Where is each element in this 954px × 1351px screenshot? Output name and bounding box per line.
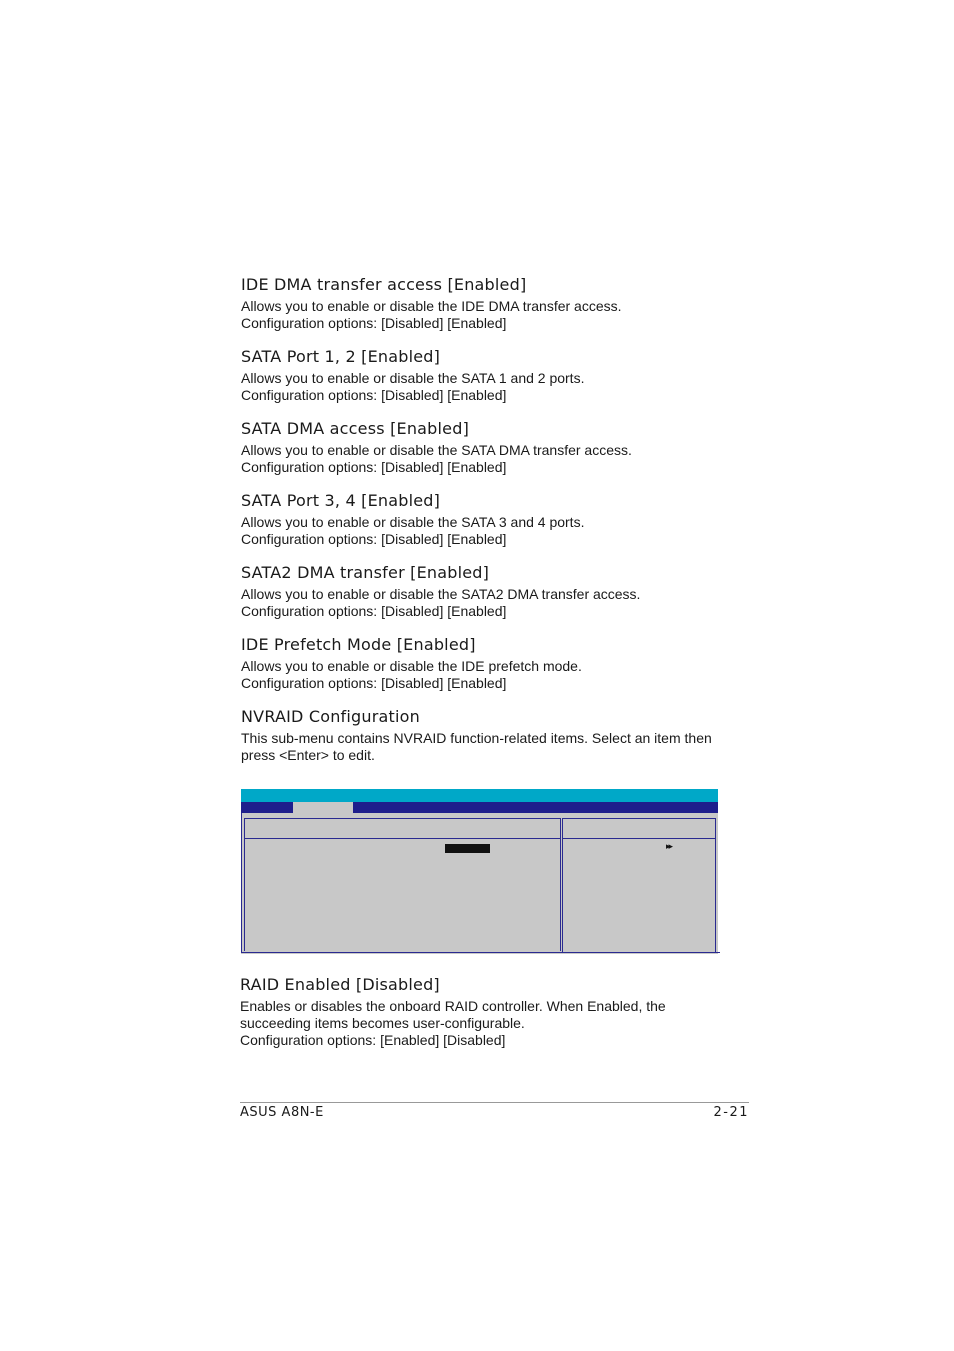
section-title: SATA DMA access [Enabled] [241,419,470,438]
body-line: press <Enter> to edit. [241,747,375,763]
config-options: Configuration options: [Disabled] [Enabled] [241,315,507,331]
bios-panel-header [245,819,560,839]
section-body [240,998,730,1049]
body-line: Allows you to enable or disable the SATA2 DMA transfer access. [241,586,641,602]
bios-help-header [563,819,715,839]
section-sata-port-3-4 [241,491,731,548]
config-options: Configuration options: [Disabled] [Enabled] [241,531,507,547]
section-body [241,370,731,404]
config-options: Configuration options: [Enabled] [Disabled] [240,1032,506,1048]
body-line: Allows you to enable or disable the SATA 3 and 4 ports. [241,514,585,530]
section-title: RAID Enabled [Disabled] [240,975,440,994]
bios-settings-panel [244,818,561,951]
section-body [241,658,731,692]
section-body [241,586,731,620]
section-body [241,730,731,764]
section-sata-dma-access [241,419,731,476]
section-title: SATA Port 3, 4 [Enabled] [241,491,441,510]
body-line: This sub-menu contains NVRAID function-related items. Select an item then [241,730,712,746]
body-line: Allows you to enable or disable the SATA 1 and 2 ports. [241,370,585,386]
section-title: NVRAID Configuration [241,707,420,726]
body-line: Enables or disables the onboard RAID controller. When Enabled, the [240,998,666,1014]
config-options: Configuration options: [Disabled] [Enabled] [241,459,507,475]
section-raid-enabled [240,975,730,1049]
section-ide-prefetch-mode [241,635,731,692]
footer-page-number: 2-21 [713,1105,749,1120]
section-title: IDE DMA transfer access [Enabled] [241,275,527,294]
footer-divider [240,1102,749,1103]
section-title: SATA2 DMA transfer [Enabled] [241,563,490,582]
bios-active-tab [293,802,353,813]
body-line: succeeding items becomes user-configurable. [240,1015,525,1031]
bios-border [241,952,720,953]
bios-border [241,813,242,952]
section-body [241,442,731,476]
bios-selected-value [445,844,490,853]
section-sata-port-1-2 [241,347,731,404]
footer-product-name: ASUS A8N-E [240,1105,324,1120]
body-line: Allows you to enable or disable the IDE DMA transfer access. [241,298,622,314]
section-body [241,298,731,332]
config-options: Configuration options: [Disabled] [Enabled] [241,603,507,619]
body-line: Allows you to enable or disable the IDE prefetch mode. [241,658,582,674]
config-options: Configuration options: [Disabled] [Enabled] [241,675,507,691]
section-nvraid-configuration [241,707,731,764]
bios-help-panel [562,818,716,953]
section-ide-dma-transfer [241,275,731,332]
config-options: Configuration options: [Disabled] [Enabled] [241,387,507,403]
bios-screenshot [241,789,718,954]
bios-title-bar [241,789,718,802]
section-title: SATA Port 1, 2 [Enabled] [241,347,441,366]
section-sata2-dma-transfer [241,563,731,620]
section-title: IDE Prefetch Mode [Enabled] [241,635,476,654]
section-body [241,514,731,548]
double-right-arrow-icon: ▸▸ [666,842,672,852]
body-line: Allows you to enable or disable the SATA DMA transfer access. [241,442,632,458]
